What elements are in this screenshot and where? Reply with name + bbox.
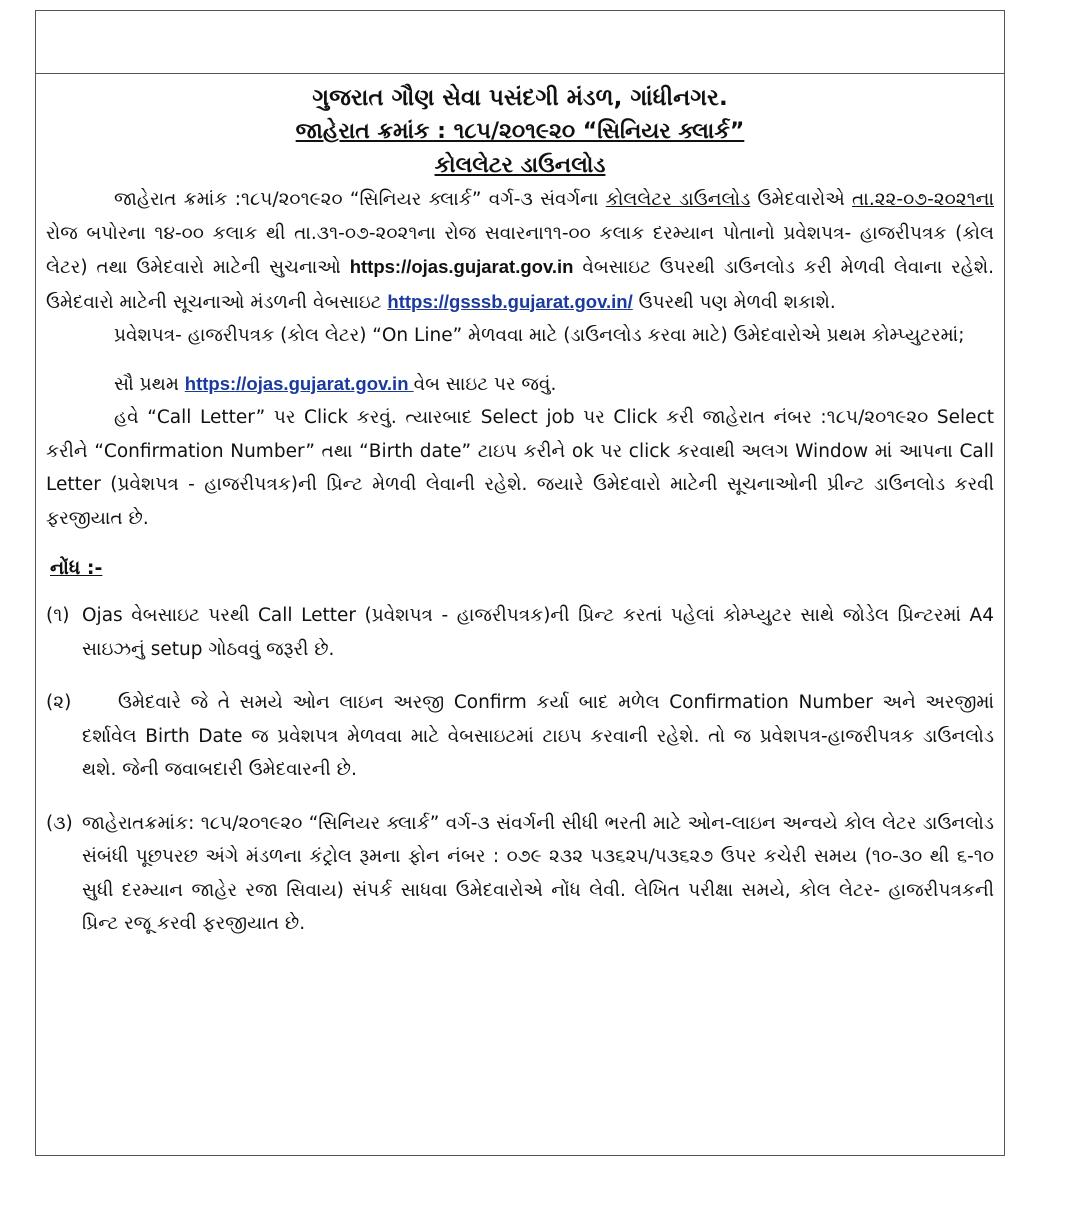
note-3 (46, 807, 994, 941)
note-2-number: (૨) (46, 692, 72, 713)
note-1-number: (૧) (46, 605, 70, 626)
note-2-text: ઉમેદવારે જે તે સમયે ઓન લાઇન અરજી Confirm કર્યા બાદ મળેલ Confirmation Number અને અરજીમાં દર્શાવેલ Birth Date જ પ્રવેશપત્ર મેળવવા માટે વેબસાઇટમાં ટાઇપ કરવાની રહેશે. તો જ પ્રવેશપત્ર-હાજરીપત્રક ડાઉનલોડ થશે. જેની જવાબદારી ઉમેદવારની છે. (82, 692, 994, 780)
gsssb-link[interactable]: https://gsssb.gujarat.gov.in/ (387, 290, 633, 312)
note-3-number: (૩) (46, 812, 73, 834)
subject-title: કોલલેટર ડાઉનલોડ (434, 153, 606, 178)
intro-text-3: ઉમેદવારોએ (750, 189, 853, 210)
note-1 (46, 599, 994, 666)
intro-text-5: રોજ બપોરના ૧૪-૦૦ કલાક થી તા.૩૧-૦૭-૨૦૨૧ના રોજ સવારના૧૧-૦૦ કલાક દરમ્યાન પોતાનો પ્રવેશપત્ર- હાજરીપત્રક (કોલ લેટર) તથા ઉમેદવારો માટેની સુચનાઓ (46, 222, 994, 278)
notice-content (46, 79, 994, 941)
intro-text-7: ઉપરથી પણ મેળવી શકાશે. (632, 291, 836, 313)
note-3-text: જાહેરાતક્રમાંક: ૧૮૫/૨૦૧૯૨૦ “સિનિયર ક્લાર્ક” વર્ગ-૩ સંવર્ગની સીધી ભરતી માટે ઓન-લાઇન અન્વયે કોલ લેટર ડાઉનલોડ સંબંધી પૂછપરછ અંગે મંડળના કંટ્રોલ રૂમના ફોન નંબર : ૦૭૯ ૨૩૨ ૫૩૬૨૫/૫૩૬૨૭ ઉપર કચેરી સમય (૧૦-૩૦ થી ૬-૧૦ સુધી દરમ્યાન જાહેર રજા સિવાય) સંપર્ક સાધવા ઉમેદવારોએ નોંધ લેવી. લેખિત પરીક્ષા સમયે, કોલ લેટર- હાજરીપત્રકની પ્રિન્ટ રજૂ કરવી ફરજીયાત છે. (82, 812, 994, 934)
advt-title: જાહેરાત ક્રમાંક : ૧૮૫/૨૦૧૯૨૦ “સિનિયર ક્લાર્ક” (295, 119, 745, 144)
step-2: હવે “Call Letter” પર Click કરવું. ત્યારબાદ Select job પર Click કરી જાહેરાત નંબર :૧૮૫/૨૦૧૯૨૦ Select કરીને “Confirmation Number” તથા “Birth date” ટાઇપ કરીને ok પર click કરવાથી અલગ Window માં આપના Call Letter (પ્રવેશપત્ર - હાજરીપત્રક)ની પ્રિન્ટ મેળવી લેવાની રહેશે. જયારે ઉમેદવારો માટેની સૂચનાઓની પ્રીન્ટ ડાઉનલોડ કરવી ફરજીયાત છે. (46, 407, 994, 529)
org-title: ગુજરાત ગૌણ સેવા પસંદગી મંડળ, ગાંધીનગર. (312, 85, 728, 111)
intro-text-1: જાહેરાત ક્રમાંક :૧૮૫/૨૦૧૯૨૦ “સિનિયર ક્લાર્ક” વર્ગ-૩ સંવર્ગના (114, 189, 606, 210)
notes-title: નોંધ :- (50, 557, 103, 579)
ojas-link[interactable]: https://ojas.gujarat.gov.in (184, 372, 414, 394)
intro-paragraph (46, 183, 994, 319)
document-frame (35, 10, 1005, 1156)
step-1-prefix: સૌ પ્રથમ (114, 373, 185, 395)
header-divider (36, 73, 1004, 74)
step-1 (46, 367, 994, 402)
step-1-suffix: વેબ સાઇટ પર જવું. (413, 373, 557, 395)
intro-text-2: કોલલેટર ડાઉનલોડ (605, 189, 751, 210)
ojas-url-text: https://ojas.gujarat.gov.in (349, 256, 574, 277)
note-1-text: Ojas વેબસાઇટ પરથી Call Letter (પ્રવેશપત્ર - હાજરીપત્રક)ની પ્રિન્ટ કરતાં પહેલાં કોમ્પ્યુટર સાથે જોડેલ પ્રિન્ટરમાં A4 સાઇઝનું setup ગોઠવવું જરૂરી છે. (82, 605, 994, 660)
intro-date: તા.૨૨-૦૭-૨૦૨૧ના (852, 189, 994, 210)
note-2 (46, 686, 994, 787)
intro-text-6: વેબસાઇટ ઉપરથી ડાઉનલોડ કરી મેળવી લેવાના રહેશે. ઉમેદવારો માટેની સૂચનાઓ મંડળની વેબસાઇટ (46, 257, 994, 313)
online-paragraph: પ્રવેશપત્ર- હાજરીપત્રક (કોલ લેટર) “On Line” મેળવવા માટે (ડાઉનલોડ કરવા માટે) ઉમેદવારોએ પ્રથમ કોમ્પ્યુટરમાં; (114, 325, 965, 346)
